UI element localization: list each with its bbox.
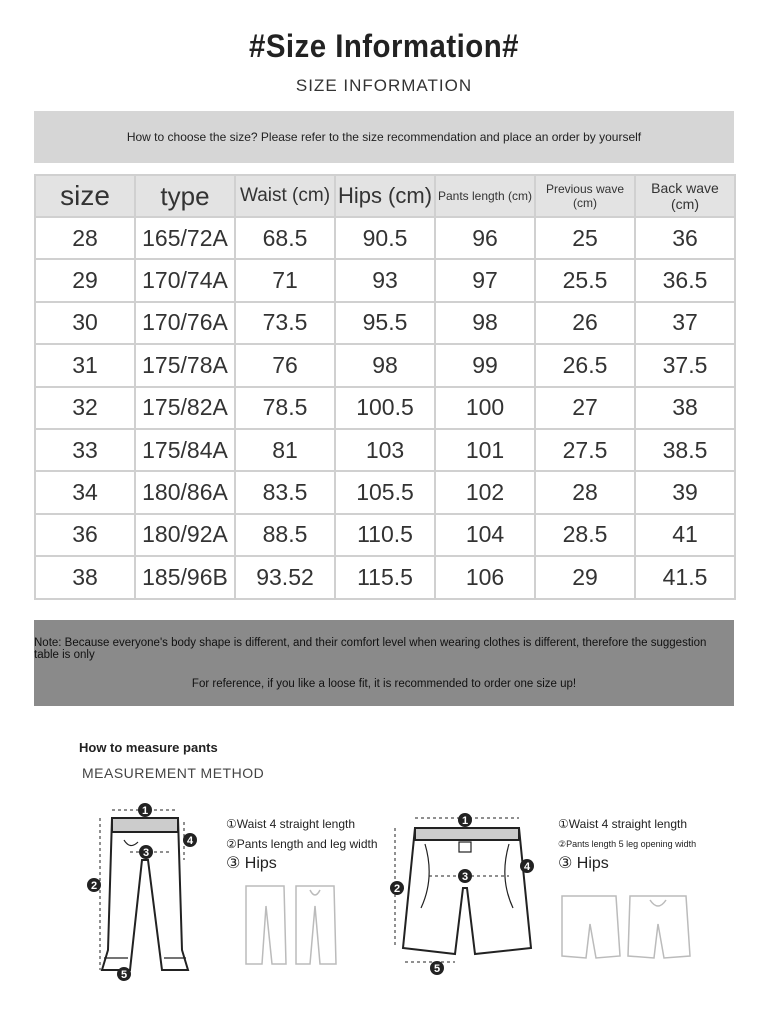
table-cell: 26 [535,302,635,344]
table-row [35,471,735,513]
pants-thumbnails [240,880,340,970]
marker-4: 4 [186,835,194,847]
table-row [35,344,735,386]
table-cell: 38 [35,556,135,598]
table-cell: 37.5 [635,344,735,386]
table-cell: 27.5 [535,429,635,471]
column-header-back-wave: Back wave (cm) [635,175,735,217]
table-cell: 36.5 [635,259,735,301]
page-title: #Size Information# [248,28,520,64]
pants-legend-waist: ①Waist 4 straight length [226,817,356,831]
marker-3: 3 [142,847,150,859]
table-cell: 101 [435,429,535,471]
table-cell: 110.5 [335,514,435,556]
shorts-legend-hips: ③ Hips [558,855,609,872]
size-table [34,174,734,600]
table-cell: 175/78A [135,344,235,386]
table-cell: 93 [335,259,435,301]
table-cell: 170/76A [135,302,235,344]
shorts-diagram [385,808,545,978]
column-header-pants-length: Pants length (cm) [435,175,535,217]
table-cell: 100.5 [335,387,435,429]
table-row [35,302,735,344]
table-cell: 175/82A [135,387,235,429]
table-cell: 37 [635,302,735,344]
column-header-size: size [35,175,135,217]
table-cell: 25.5 [535,259,635,301]
table-cell: 36 [35,514,135,556]
table-cell: 96 [435,217,535,259]
table-row [35,556,735,598]
shorts-legend-length: ②Pants length 5 leg opening width [558,839,697,849]
pants-legend [226,814,378,874]
shorts-legend [558,814,696,874]
marker-4: 4 [523,861,531,873]
table-cell: 93.52 [235,556,335,598]
table-header-row [35,175,735,217]
table-row [35,387,735,429]
fit-note [34,620,734,706]
table-cell: 83.5 [235,471,335,513]
table-cell: 175/84A [135,429,235,471]
fit-note-line-2: For reference, if you like a loose fit, it is recommended to order one size up! [191,677,577,690]
table-cell: 76 [235,344,335,386]
size-guide-text: How to choose the size? Please refer to the size recommendation and place an order by yourself [126,130,642,144]
table-cell: 95.5 [335,302,435,344]
table-cell: 88.5 [235,514,335,556]
table-cell: 180/86A [135,471,235,513]
table-cell: 180/92A [135,514,235,556]
table-cell: 34 [35,471,135,513]
marker-1: 1 [461,815,469,827]
table-cell: 38 [635,387,735,429]
marker-2: 2 [393,883,401,895]
table-cell: 115.5 [335,556,435,598]
table-cell: 25 [535,217,635,259]
table-cell: 103 [335,429,435,471]
table-cell: 99 [435,344,535,386]
table-cell: 27 [535,387,635,429]
marker-5: 5 [120,969,128,981]
table-cell: 97 [435,259,535,301]
table-cell: 26.5 [535,344,635,386]
table-cell: 30 [35,302,135,344]
measurement-method-label: MEASUREMENT METHOD [82,765,265,781]
column-header-waist: Waist (cm) [235,175,335,217]
marker-5: 5 [433,963,441,975]
table-cell: 28 [535,471,635,513]
table-cell: 29 [535,556,635,598]
table-cell: 81 [235,429,335,471]
table-cell: 185/96B [135,556,235,598]
table-cell: 98 [435,302,535,344]
pants-legend-length: ②Pants length and leg width [226,837,378,851]
column-header-type: type [135,175,235,217]
marker-2: 2 [90,880,98,892]
table-row [35,514,735,556]
column-header-previous-wave: Previous wave (cm) [535,175,635,217]
pants-diagram [80,800,210,985]
table-cell: 165/72A [135,217,235,259]
table-cell: 68.5 [235,217,335,259]
table-cell: 41 [635,514,735,556]
table-cell: 71 [235,259,335,301]
table-cell: 28 [35,217,135,259]
column-header-hips: Hips (cm) [335,175,435,217]
table-cell: 39 [635,471,735,513]
size-guide-banner [34,111,734,163]
table-cell: 36 [635,217,735,259]
table-cell: 28.5 [535,514,635,556]
table-cell: 105.5 [335,471,435,513]
table-cell: 78.5 [235,387,335,429]
table-cell: 32 [35,387,135,429]
table-cell: 38.5 [635,429,735,471]
table-row [35,259,735,301]
shorts-legend-waist: ①Waist 4 straight length [558,817,688,831]
table-cell: 102 [435,471,535,513]
shorts-thumbnails [558,888,698,963]
table-cell: 98 [335,344,435,386]
table-cell: 73.5 [235,302,335,344]
table-cell: 29 [35,259,135,301]
table-cell: 31 [35,344,135,386]
marker-1: 1 [141,805,149,817]
table-row [35,217,735,259]
table-cell: 170/74A [135,259,235,301]
fit-note-line-1: Note: Because everyone's body shape is different, and their comfort level when wearing clothes is different, therefore the suggestion table is only [34,636,707,661]
marker-3: 3 [461,871,469,883]
table-cell: 104 [435,514,535,556]
measure-heading: How to measure pants [79,740,218,755]
page-subtitle: SIZE INFORMATION [295,76,473,95]
table-row [35,429,735,471]
pants-legend-hips: ③ Hips [226,855,277,872]
table-cell: 100 [435,387,535,429]
table-cell: 90.5 [335,217,435,259]
table-cell: 33 [35,429,135,471]
table-cell: 41.5 [635,556,735,598]
table-cell: 106 [435,556,535,598]
